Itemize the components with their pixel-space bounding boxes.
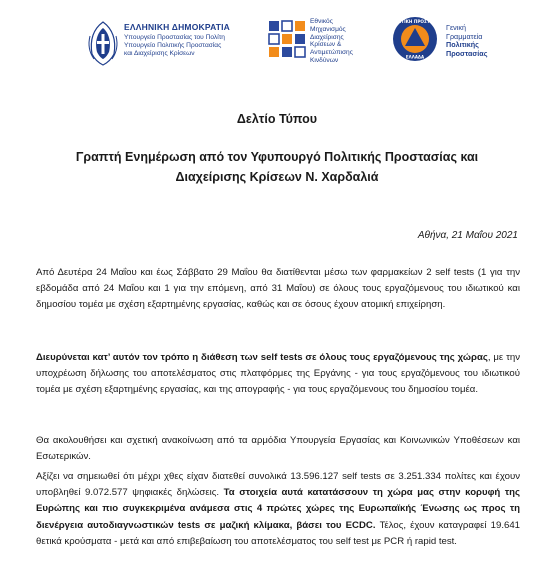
svg-text:ΠΟΛΙΤΙΚΗ ΠΡΟΣΤΑΣΙΑ: ΠΟΛΙΤΙΚΗ ΠΡΟΣΤΑΣΙΑ xyxy=(389,19,441,25)
paragraph-2 xyxy=(36,350,520,399)
paragraph-2-rest: , με την υποχρέωση δήλωσης του αποτελέσματος στις πλατφόρμες της Εργάνης - για τους εργαζόμενους του ιδιωτικού τομέα με σχέση εξαρτημένης εργασίας, και της απογραφής - για τους εργαζόμενους του δημοσίου τομέα. xyxy=(36,352,520,396)
logo2-line: Διαχείρισης xyxy=(310,33,344,41)
release-date: Αθήνα, 21 Μαΐου 2021 xyxy=(417,230,518,241)
header-logos xyxy=(0,14,554,74)
grid-squares-icon xyxy=(268,20,306,58)
subject-heading xyxy=(36,147,518,187)
logo3-line2: Γραμματεία xyxy=(446,31,483,41)
subject-line2: Διαχείρισης Κρίσεων Ν. Χαρδαλιά xyxy=(175,170,379,184)
logo1-line1: Υπουργείο Προστασίας του Πολίτη xyxy=(124,34,225,41)
paragraph-4-start: Αξίζει να σημειωθεί ότι μέχρι χθες είχαν διατεθεί συνολικά 13.596.127 self tests σε 3.251.334 πολίτες και έχουν υποβληθεί 9.072.577 ψηφιακές δηλώσεις. xyxy=(36,471,520,499)
logo3-line1: Γενική xyxy=(446,23,466,32)
logo2-line: Αντιμετώπισης xyxy=(310,49,353,57)
logo3-line4: Προστασίας xyxy=(446,48,488,58)
civil-protection-emblem-icon xyxy=(389,16,441,62)
press-release-title: Δελτίο Τύπου xyxy=(236,112,318,126)
paragraph-4-bold: Τα στοιχεία αυτά κατατάσσουν τη χώρα μας στην κορυφή της Ευρώπης και πιο συγκεκριμένα ανάμεσα στις 4 πρώτες χώρες της Ευρωπαϊκής Ένωσης ως προς τη διενέργεια αυτοδιαγνωστικών tests σε μαζική κλίμακα, βάσει του ECDC. xyxy=(36,487,520,531)
crisis-mechanism-logo xyxy=(268,18,388,74)
paragraph-2-bold: Διευρύνεται κατ’ αυτόν τον τρόπο η διάθεση των self tests σε όλους τους εργαζόμενους της χώρας xyxy=(36,352,488,363)
svg-text:ΕΛΛΑΔΑ: ΕΛΛΑΔΑ xyxy=(405,54,425,60)
civil-protection-logo xyxy=(389,16,552,74)
hellenic-republic-logo xyxy=(86,20,246,72)
subject-line1: Γραπτή Ενημέρωση από τον Υφυπουργό Πολιτικής Προστασίας και xyxy=(75,150,479,164)
logo1-line3: και Διαχείρισης Κρίσεων xyxy=(124,50,195,57)
paragraph-4 xyxy=(36,469,520,550)
logo1-line2: Υπουργείο Πολιτικής Προστασίας xyxy=(124,42,222,49)
paragraph-1: Από Δευτέρα 24 Μαΐου και έως Σάββατο 29 Μαΐου θα διατίθενται μέσω των φαρμακείων 2 self tests (1 για την εβδομάδα από 24 Μαΐου και 1 για την επόμενη, από 31 Μαΐου) σε όλους τους εργαζόμενους του ιδιωτικού και δημοσίου τομέα με σχέση εξαρτημένης εργασίας, καθώς και σε όσους έχουν ατομική επιχείρηση. xyxy=(36,267,520,311)
logo1-title: ΕΛΛΗΝΙΚΗ ΔΗΜΟΚΡΑΤΙΑ xyxy=(124,22,231,32)
logo2-line: Μηχανισμός xyxy=(310,25,346,33)
paragraph-4-end: Τέλος, έχουν καταγραφεί 19.641 θετικά κρούσματα - μετά και από επιβεβαίωση του αποτελέσματος του self test με PCR ή rapid test. xyxy=(36,519,520,547)
logo2-line: Κινδύνων xyxy=(310,56,339,64)
logo2-line: Εθνικός xyxy=(310,18,333,25)
paragraph-3: Θα ακολουθήσει και σχετική ανακοίνωση από τα αρμόδια Υπουργεία Εργασίας και Κοινωνικών Υποθέσεων και Εσωτερικών. xyxy=(36,435,520,463)
logo3-line3: Πολιτικής xyxy=(446,40,479,50)
logo2-line: Κρίσεων & xyxy=(310,41,342,49)
greek-coat-of-arms-icon xyxy=(86,20,120,66)
